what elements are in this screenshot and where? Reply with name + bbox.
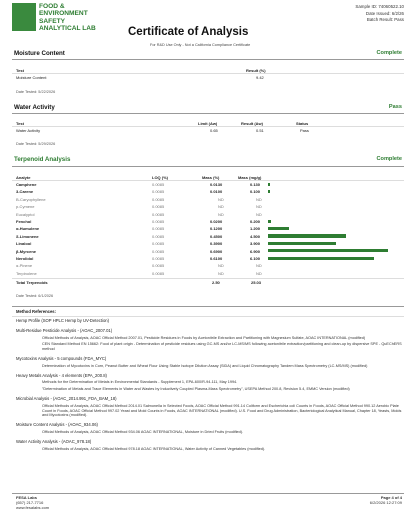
water-title: Water Activity — [14, 104, 55, 111]
col-mass-mg: Mass (mg/g) — [238, 175, 262, 180]
analyte-loq: 0.0085 — [152, 211, 165, 217]
analyte-mass-mg: 0.200 — [250, 219, 261, 224]
analyte-mass-pct: 0.1200 — [210, 226, 223, 232]
col-loq: LOQ (%) — [152, 175, 168, 180]
method-ref-text: Official Methods of Analysis, AOAC Official Method 2014.01 Salmonella in Selected Foods, AOAC Official Method 991.14 Coliform and Escherichia coli Counts in Foods, AOAC Official Method 990.12 Aerobic Plate Count in Foods, AOAC Official Method 997.02 Yeast and Mold Counts in Foods, AOAC INTERNATIONAL (modified). U.S. Food and Drug Administration, Bacteriological Analytical Manual, Chapter 18, Yeasts, Molds and Mycotoxins (modified). — [42, 403, 402, 418]
analyte-loq: 0.0085 — [152, 196, 165, 202]
analyte-mass-pct: ND — [218, 211, 224, 217]
method-ref-text: Methods for the Determination of Metals in Environmental Standards - Supplement 1, EPA-600/R-94-111, May 1994. — [42, 380, 238, 385]
analyte-name: α-Pinene — [16, 263, 33, 269]
analyte-bar — [268, 249, 388, 252]
analyte-bar — [268, 227, 289, 230]
analyte-mass-mg: 1.200 — [250, 226, 261, 232]
analyte-name: Linalool — [16, 241, 32, 247]
analyte-loq: 0.0085 — [152, 189, 165, 195]
method-ref-text: Official Methods of Analysis, AOAC Official Method 934.06 AOAC INTERNATIONAL, Moisture in Dried Fruits (modified). — [42, 429, 244, 434]
analyte-loq: 0.0085 — [152, 248, 165, 254]
analyte-loq: 0.0085 — [152, 182, 165, 187]
analyte-mass-mg: 6.100 — [250, 256, 261, 261]
water-status-cell: Pass — [300, 128, 309, 133]
analyte-name: δ-Limonene — [16, 233, 39, 239]
moisture-status: Complete — [376, 50, 402, 56]
analyte-mass-mg: ND — [256, 196, 262, 202]
col-limit: Limit (Aw) — [198, 121, 218, 126]
analyte-name: Eucalyptol — [16, 211, 35, 217]
footer-page: Page 4 of 4 — [380, 495, 402, 500]
analyte-mass-mg: 3.900 — [250, 241, 261, 247]
analyte-loq: 0.0085 — [152, 241, 165, 247]
analyte-name: α-Humulene — [16, 226, 40, 232]
divider — [12, 113, 404, 114]
moisture-test: Moisture Content — [16, 75, 47, 80]
method-ref-heading: Heavy Metals Analysis - 4 elements (EPA_200.8) — [16, 372, 107, 378]
terpenoid-status: Complete — [376, 156, 402, 162]
total-mg: 25.03 — [251, 280, 262, 285]
analyte-mass-mg: ND — [256, 204, 262, 210]
analyte-mass-mg: 4.500 — [250, 233, 261, 239]
divider — [12, 59, 404, 60]
analyte-name: Nerolidol — [16, 256, 34, 261]
page-subtitle: For R&D Use Only - Not a California Compliance Certificate — [150, 43, 251, 47]
col-test: Test — [16, 121, 24, 126]
analyte-name: p-Cymene — [16, 204, 35, 210]
analyte-mass-pct: 0.0200 — [210, 219, 223, 224]
analyte-loq: 0.0085 — [152, 226, 165, 232]
analyte-mass-mg: 6.900 — [250, 248, 261, 254]
sample-meta — [355, 4, 404, 24]
analyte-loq: 0.0085 — [152, 263, 165, 269]
method-refs-list — [16, 319, 402, 451]
lab-logo-icon — [12, 3, 36, 31]
col-analyte: Analyte — [16, 175, 31, 180]
water-result: 0.51 — [256, 128, 264, 133]
analyte-loq: 0.0085 — [152, 233, 165, 239]
footer-left — [16, 495, 49, 510]
terpenoid-date: Date Tested: 6/1/2026 — [16, 294, 54, 298]
terpenoid-title: Terpenoid Analysis — [14, 156, 71, 163]
analyte-name: 3-Carene — [16, 189, 34, 195]
analyte-loq: 0.0085 — [152, 204, 165, 210]
analyte-bar — [268, 220, 271, 223]
analyte-bar — [268, 242, 336, 245]
method-ref-heading: Microbial Analysis - (AOAC_2014.991_FDA_BAM_18) — [16, 395, 117, 401]
col-result: Result (%) — [246, 68, 266, 73]
footer-timestamp: 6/2/2026 12:27:09 — [369, 500, 402, 505]
col-result: Result (Aw) — [241, 121, 263, 126]
analyte-mass-pct: 0.0100 — [210, 189, 223, 195]
footer-web[interactable]: www.fesalabs.com — [16, 505, 50, 510]
method-refs-title: Method References: — [16, 309, 57, 314]
date-issued: Date Issued: 6/2/26 — [365, 10, 404, 16]
col-test: Test — [16, 68, 24, 73]
analyte-name: B-Caryophyllene — [16, 196, 46, 202]
moisture-date: Date Tested: 5/22/2026 — [16, 90, 56, 94]
analyte-mass-pct: ND — [218, 263, 224, 269]
water-status: Pass — [388, 104, 402, 110]
moisture-result: 9.42 — [256, 75, 264, 80]
analyte-mass-pct: 0.0130 — [210, 182, 223, 187]
analyte-bar — [268, 234, 346, 237]
analyte-name: Fenchol — [16, 219, 32, 224]
analyte-name: Camphene — [16, 182, 37, 187]
total-label: Total Terpenoids — [16, 280, 48, 285]
analyte-mass-mg: 0.130 — [250, 182, 261, 187]
footer-org: FESA Labs — [16, 495, 37, 500]
analyte-name: Terpinolene — [16, 270, 37, 276]
analyte-mass-pct: ND — [218, 270, 224, 276]
page-title: Certificate of Analysis — [128, 26, 249, 38]
col-status: Status — [296, 121, 309, 126]
analyte-mass-mg: ND — [256, 270, 262, 276]
divider — [12, 166, 404, 167]
method-ref-heading: Water Activity Analysis - (AOAC_978.18) — [16, 438, 92, 444]
analyte-mass-pct: 0.6900 — [210, 248, 223, 254]
analyte-bar — [268, 257, 374, 260]
analyte-mass-pct: ND — [218, 196, 224, 202]
method-ref-heading: Moisture Content Analysis - (AOAC_934.06) — [16, 422, 98, 428]
analyte-mass-mg: ND — [256, 263, 262, 269]
method-ref-heading: Multi-Residue Pesticide Analysis - (AOAC_2007.01) — [16, 327, 113, 333]
analyte-name: β-Myrcene — [16, 248, 37, 254]
analyte-loq: 0.0085 — [152, 219, 165, 224]
method-ref-heading: Hemp Profile (SOP HPLC Hemp by UV-Detection) — [16, 318, 110, 323]
divider — [12, 493, 404, 494]
moisture-title: Moisture Content — [14, 50, 65, 57]
batch-result: Batch Result: Pass — [366, 17, 404, 23]
analyte-loq: 0.0085 — [152, 256, 165, 261]
analyte-bar — [268, 183, 270, 186]
analyte-bar — [268, 190, 270, 193]
analyte-mass-mg: ND — [256, 211, 262, 217]
footer-right — [370, 495, 402, 505]
analyte-mass-mg: 0.100 — [250, 189, 261, 195]
total-pct: 2.50 — [212, 280, 220, 285]
method-ref-text: Official Methods of Analysis, AOAC Official Method 978.18 AOAC INTERNATIONAL, Water Activity of Canned Vegetables (modified). — [42, 446, 266, 451]
col-mass-pct: Mass (%) — [202, 175, 220, 180]
analyte-mass-pct: 0.4500 — [210, 233, 223, 239]
method-ref-heading: Mycotoxins Analysis - 5 compounds (FDA_MYC) — [16, 355, 107, 361]
lab-logo-text: FOOD & ENVIRONMENT SAFETY ANALYTICAL LAB — [39, 3, 96, 32]
water-limit: 0.65 — [210, 128, 218, 133]
method-ref-text: Determination of Mycotoxins in Corn, Peanut Butter and Wheat Flour Using Stable Isotope Dilution Assay (SIDA) and Liquid Chromatography Tandem Mass Spectrometry (LC-MS/MS) (modified) — [42, 363, 368, 368]
sample-id: Sample ID: 74060522.10 — [355, 4, 404, 9]
analyte-mass-pct: 0.3900 — [210, 241, 223, 247]
method-ref-text: Official Methods of Analysis, AOAC Official Method 2007.01, Pesticide Residues in Foods by Acetonitrile Extraction and Partitioning with Magnesium Sulfate, AOAC INTERNATIONAL (modified) — [42, 335, 366, 340]
method-ref-text: "Determination of Metals and Trace Elements in Water and Wastes by Inductively Coupled Plasma-Mass Spectrometry", USEPA Method 200.8, Revision 5.4, EMMC Version (modified) — [42, 387, 350, 392]
footer-phone: (657) 217-7716 — [16, 500, 44, 505]
analyte-mass-pct: 0.6100 — [210, 256, 223, 261]
method-ref-text: CEN Standard Method EN 15662: Food of plant origin - Determination of pesticide residues using GC-MS and/or LC-MS/MS following acetonitrile extraction/partitioning and clean-up by dispersive SPE - QuEChERS method — [42, 342, 402, 352]
analyte-mass-pct: ND — [218, 204, 224, 210]
analyte-loq: 0.0085 — [152, 270, 165, 276]
water-date: Date Tested: 5/29/2026 — [16, 142, 56, 146]
divider — [12, 306, 404, 307]
water-test: Water Activity — [16, 128, 41, 133]
